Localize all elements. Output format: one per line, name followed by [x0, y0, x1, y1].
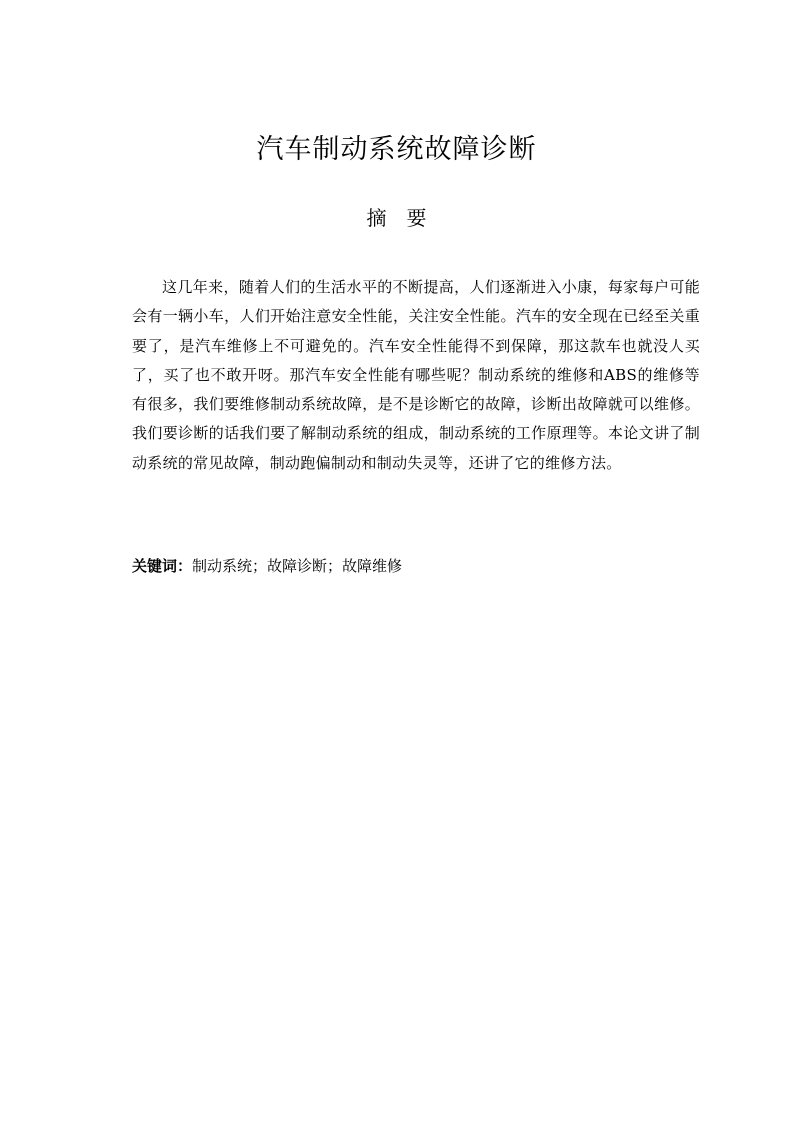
- abstract-paragraph: 这几年来，随着人们的生活水平的不断提高，人们逐渐进入小康，每家每户可能会有一辆小车，人们开始注意安全性能，关注安全性能。汽车的安全现在已经至关重要了，是汽车维修上不可避免的。汽车安全性能得不到保障，那这款车也就没人买了，买了也不敢开呀。那汽车安全性能有哪些呢？制动系统的维修和ABS的维修等有很多，我们要维修制动系统故障，是不是诊断它的故障，诊断出故障就可以维修。我们要诊断的话我们要了解制动系统的组成，制动系统的工作原理等。本论文讲了制动系统的常见故障，制动跑偏制动和制动失灵等，还讲了它的维修方法。: [132, 278, 700, 472]
- keywords-value: 制动系统；故障诊断；故障维修: [192, 557, 403, 575]
- document-title: 汽车制动系统故障诊断: [256, 134, 537, 165]
- abstract-heading: 摘 要: [366, 206, 427, 230]
- keywords-label: 关键词：: [132, 557, 193, 575]
- keywords-line: [132, 554, 700, 578]
